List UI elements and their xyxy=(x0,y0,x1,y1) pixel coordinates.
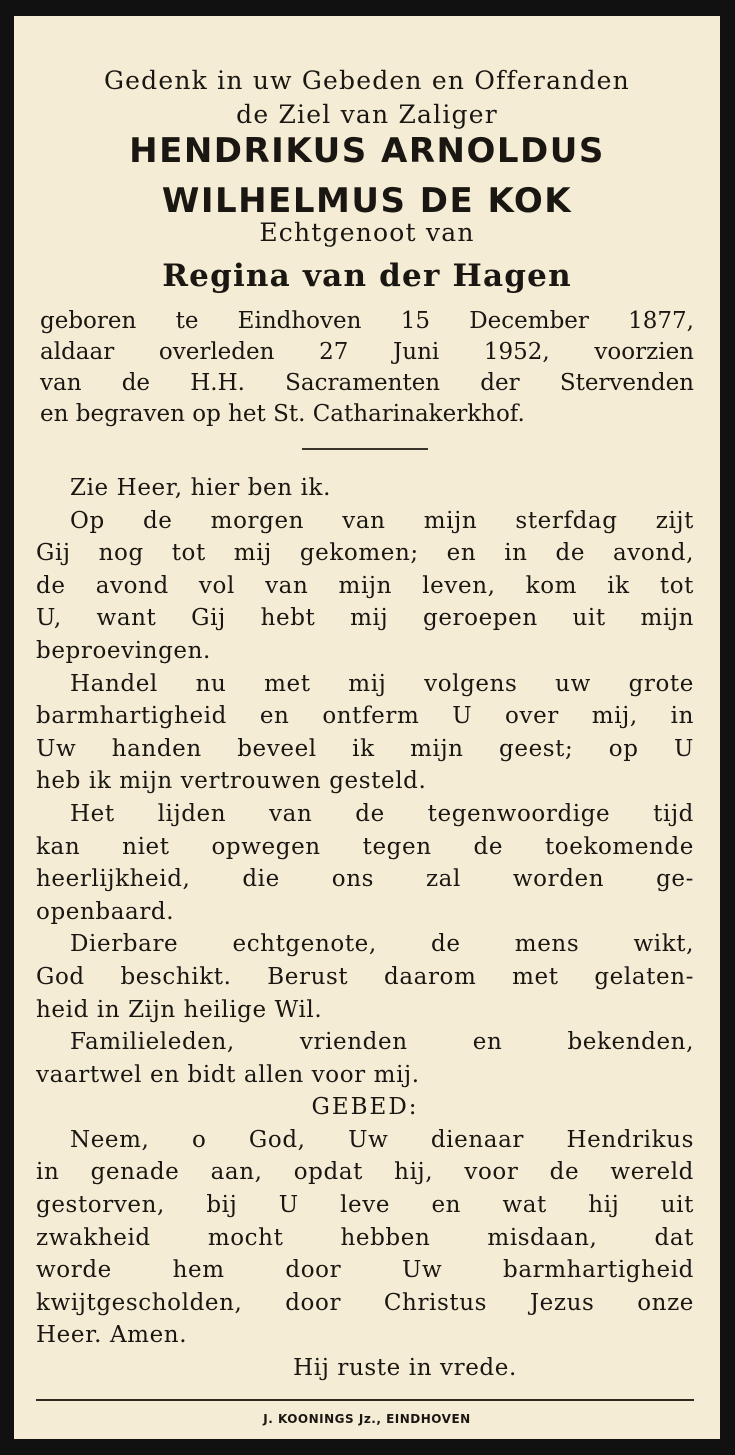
text-line: Dierbare echtgenote, de mens wikt, xyxy=(70,931,694,958)
text-line: de avond vol van mijn leven, kom ik tot xyxy=(36,572,694,599)
text-line: barmhartigheid en ontferm U over mij, in xyxy=(36,703,694,730)
spouse-label: Echtgenoot van xyxy=(259,218,475,247)
text-line: Handel nu met mij volgens uw grote xyxy=(70,670,694,697)
memorial-card xyxy=(14,16,720,1439)
text-line: heid in Zijn heilige Wil. xyxy=(36,996,323,1023)
intro-text xyxy=(14,64,720,132)
printer-imprint: J. KOONINGS Jz., EINDHOVEN xyxy=(263,1412,471,1426)
text-line: heb ik mijn vertrouwen gesteld. xyxy=(36,768,427,795)
bio-line: en begraven op het St. Catharinakerkhof. xyxy=(40,401,525,427)
biography xyxy=(40,306,694,430)
deceased-name-line: WILHELMUS DE KOK xyxy=(161,181,573,221)
text-line: Uw handen beveel ik mijn geest; op U xyxy=(36,735,694,762)
text-line: zwakheid mocht hebben misdaan, dat xyxy=(36,1224,694,1251)
text-line: Neem, o God, Uw dienaar Hendrikus xyxy=(70,1126,694,1153)
closing-line: Hij ruste in vrede. xyxy=(293,1355,517,1382)
text-line: gestorven, bij U leve en wat hij uit xyxy=(36,1192,694,1219)
text-line: heerlijkheid, die ons zal worden ge- xyxy=(36,866,694,893)
spouse-name: Regina van der Hagen xyxy=(162,258,572,294)
text-line: Familieleden, vrienden en bekenden, xyxy=(70,1029,694,1056)
bio-line: geboren te Eindhoven 15 December 1877, xyxy=(40,308,694,334)
text-line: Gij nog tot mij gekomen; en in de avond, xyxy=(36,540,694,567)
text-line: Het lijden van de tegenwoordige tijd xyxy=(70,800,694,827)
prayer-text xyxy=(36,472,694,1385)
text-line: Heer. Amen. xyxy=(36,1322,188,1349)
divider xyxy=(302,448,428,450)
intro-line: Gedenk in uw Gebeden en Offeranden xyxy=(104,66,630,95)
text-line: worde hem door Uw barmhartigheid xyxy=(36,1257,694,1284)
text-line: kwijtgescholden, door Christus Jezus onze xyxy=(36,1289,694,1316)
intro-line: de Ziel van Zaliger xyxy=(236,100,498,129)
deceased-name-line: HENDRIKUS ARNOLDUS xyxy=(129,131,605,171)
text-line: in genade aan, opdat hij, voor de wereld xyxy=(36,1159,694,1186)
text-line: kan niet opwegen tegen de toekomende xyxy=(36,833,694,860)
text-line: openbaard. xyxy=(36,898,175,925)
footer-divider xyxy=(36,1399,694,1401)
bio-line: aldaar overleden 27 Juni 1952, voorzien xyxy=(40,339,694,365)
prayer-heading: GEBED: xyxy=(311,1094,419,1121)
text-line: U, want Gij hebt mij geroepen uit mijn xyxy=(36,605,694,632)
deceased-name xyxy=(14,126,720,226)
text-line: beproevingen. xyxy=(36,637,211,664)
text-line: vaartwel en bidt allen voor mij. xyxy=(36,1061,420,1088)
bio-line: van de H.H. Sacramenten der Stervenden xyxy=(40,370,694,396)
text-line: Op de morgen van mijn sterfdag zijt xyxy=(70,507,694,534)
text-line: Zie Heer, hier ben ik. xyxy=(70,475,331,501)
text-line: God beschikt. Berust daarom met gelaten- xyxy=(36,963,694,990)
